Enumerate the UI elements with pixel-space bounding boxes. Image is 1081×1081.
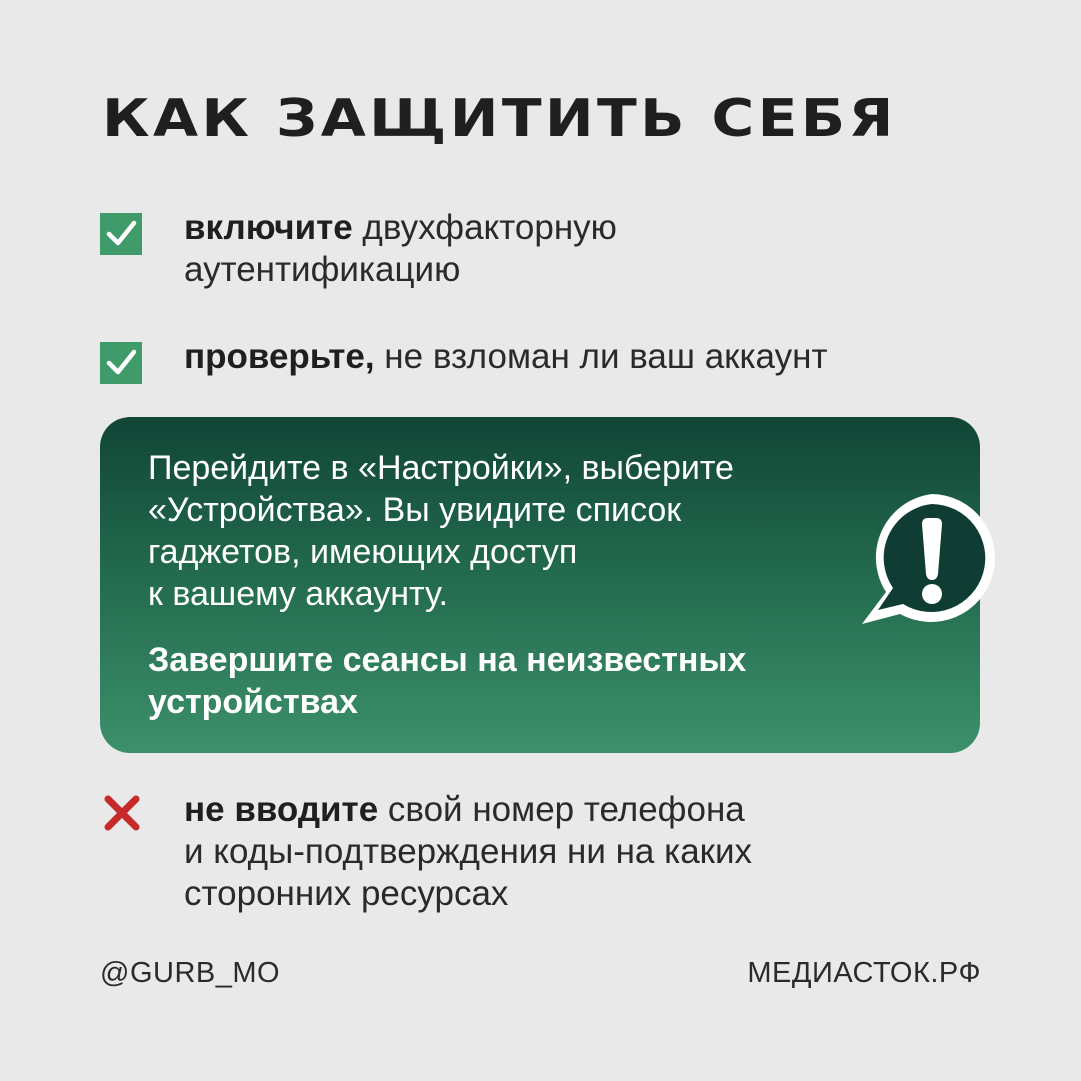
info-card-action-line: устройствах [148,683,358,721]
footer-handle: @GURB_MO [100,957,281,989]
item-text-rest: свой номер телефона [378,790,745,829]
cross-icon [102,793,142,833]
item-bold: проверьте, [184,337,375,376]
item-text-line2: аутентификацию [184,250,461,289]
item-text [184,207,617,291]
item-text-line2: и коды-подтверждения ни на каких [184,832,753,871]
page-title: КАК ЗАЩИТИТЬ СЕБЯ [102,89,897,149]
info-card-text [148,447,734,615]
info-card-line: к вашему аккаунту. [148,575,449,613]
item-text-rest: двухфакторную [352,208,617,247]
item-bold: включите [184,208,353,247]
check-icon [100,213,142,255]
info-card-action-line: Завершите сеансы на неизвестных [148,641,747,679]
item-text-line3: сторонних ресурсах [184,874,509,913]
info-card-line: Перейдите в «Настройки», выберите [148,449,734,487]
info-card-line: гаджетов, имеющих доступ [148,533,578,571]
list-item [100,207,1000,297]
footer-site: МЕДИАСТОК.РФ [747,957,981,989]
item-text [184,789,752,915]
list-item [100,336,1000,384]
info-card-line: «Устройства». Вы увидите список [148,491,682,529]
list-item [100,789,1000,919]
exclamation-speech-bubble-icon [856,484,1012,640]
item-bold: не вводите [184,790,379,829]
info-card [100,417,980,753]
info-card-action [148,639,746,723]
item-text [184,336,828,378]
item-text-rest: не взломан ли ваш аккаунт [374,337,828,376]
check-icon [100,342,142,384]
